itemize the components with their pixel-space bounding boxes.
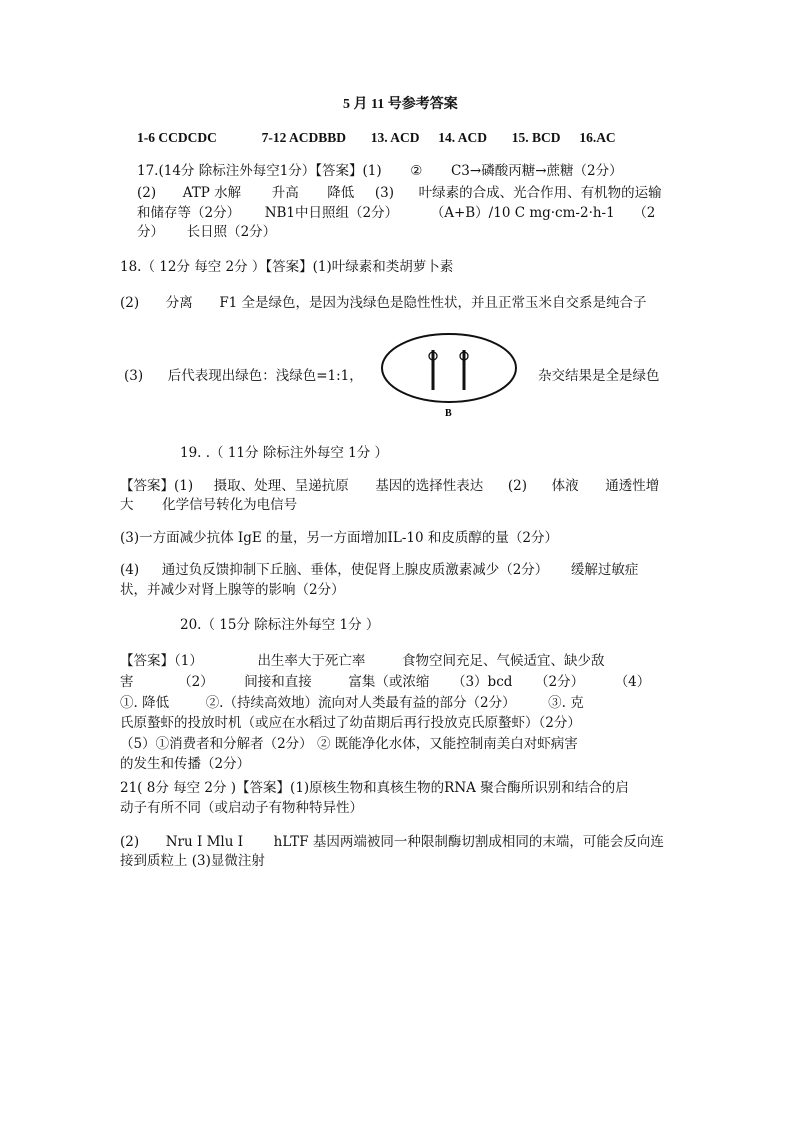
q20-text: 出生率大于死亡率 (257, 653, 366, 669)
q18-text: (3) (124, 368, 144, 384)
q17-text: 升高 (271, 185, 299, 201)
q19-text: 体液 (551, 478, 579, 494)
q19-text: 基因的选择性表达 (375, 478, 484, 494)
q21-text: (2) (120, 834, 140, 850)
q17-line4 (137, 222, 276, 242)
q19-line3: (3)一方面减少抗体 IgE 的量，另一方面增加IL-10 和皮质醇的量（2分） (120, 530, 558, 546)
q19-text: 化学信号转化为电信号 (162, 497, 298, 513)
q20-header: 20.（ 15分 除标注外每空 1分 ） (180, 617, 380, 633)
q18-text: (2) (120, 295, 140, 311)
q18-line1: 18.（ 12分 每空 2分 ）【答案】(1)叶绿素和类胡萝卜素 (120, 259, 454, 275)
q21-line2: 动子有所不同（或启动子有物种特异性） (120, 800, 363, 816)
q18-line3 (124, 366, 363, 386)
q19-text: 大 (120, 497, 134, 513)
mc-answers (137, 128, 616, 148)
q19-text: (4) (120, 562, 140, 578)
q17-line2 (137, 183, 662, 203)
q17-text: （2 (633, 205, 656, 221)
q21-line1: 21( 8分 每空 2分 )【答案】(1)原核生物和真核生物的RNA 聚合酶所识别和结合的启 (120, 780, 629, 796)
mc-15: 15. BCD (511, 130, 561, 145)
q20-line1 (120, 651, 605, 671)
q17-text: (3) (374, 185, 395, 201)
diagram-label: B (445, 408, 452, 419)
q20-text: ③. 克 (548, 695, 584, 711)
q19-line5: 状，并减少对肾上腺等的影响（2分） (120, 582, 345, 598)
q20-line2 (120, 672, 650, 692)
q20-line5: （5）①消费者和分解者（2分） ② 既能净化水体，又能控制南美白对虾病害 (120, 736, 578, 752)
q20-line4: 氏原螯虾的投放时机（或应在水稻过了幼苗期后再行投放克氏原螯虾）（2分） (120, 715, 581, 731)
q19-line4 (120, 560, 638, 580)
q20-line3 (120, 693, 584, 713)
q18-text: F1 全是绿色，是因为浅绿色是隐性性状，并且正常玉米自交系是纯合子 (219, 295, 647, 311)
q19-header: 19. .（ 11分 除标注外每空 1分 ） (180, 445, 388, 461)
q19-text: (2) (507, 478, 528, 494)
q17-text: 和储存等（2分） (137, 205, 241, 221)
q20-text: 害 (120, 674, 134, 690)
q20-text: （3）bcd (451, 674, 513, 690)
q19-line2 (120, 495, 297, 515)
q17-text: （A+B）/10 C mg·cm-2·h-1 (430, 205, 615, 221)
q20-text: 食物空间充足、气候适宜、缺少敌 (402, 653, 605, 669)
q18-line2 (120, 293, 647, 313)
q17-text: (2) (137, 185, 157, 201)
q17-text: 降低 (327, 185, 355, 201)
q18-text: 后代表现出绿色：浅绿色=1:1， (167, 368, 363, 384)
cell-outline (382, 334, 516, 402)
chromosome-diagram (380, 330, 530, 420)
q17-text: 长日照（2分） (186, 224, 277, 240)
q20-text: （4） (614, 674, 651, 690)
mc-7-12: 7-12 ACDBBD (261, 130, 347, 145)
q17-line3 (137, 203, 655, 223)
q17-text: 分） (137, 224, 164, 240)
q20-text: ①. 降低 (120, 695, 170, 711)
q21-text: hLTF 基因两端被同一种限制酶切割成相同的末端，可能会反向连 (273, 834, 664, 850)
q18-text: 分离 (165, 295, 193, 311)
q20-text: （2） (178, 674, 214, 690)
page-title: 5 月 11 号参考答案 (343, 97, 458, 112)
q20-text: 富集（或浓缩 (348, 674, 430, 690)
q21-text: Nru I Mlu I (165, 834, 244, 850)
q21-line3 (120, 832, 664, 852)
q19-text: 通透性增 (605, 478, 660, 494)
q20-text: 间接和直接 (244, 674, 312, 690)
mc-14: 14. ACD (438, 130, 488, 145)
q17-text: ② (410, 163, 423, 179)
q17-text: NB1中日照组（2分） (264, 205, 399, 221)
q17-text: C3→磷酸丙糖→蔗糖（2分） (450, 163, 623, 179)
q19-text: 缓解过敏症 (570, 562, 639, 578)
q17-text: 17.(14分 除标注外每空1分）【答案】(1) (137, 163, 382, 179)
q17-line1 (137, 161, 623, 181)
q18-line3-right: 杂交结果是全是绿色 (538, 368, 660, 384)
mc-13: 13. ACD (370, 130, 420, 145)
q19-line1 (120, 476, 659, 496)
q19-text: 【答案】(1) (120, 478, 194, 494)
q20-text: （2分） (535, 674, 585, 690)
q20-text: 【答案】（1） (120, 653, 203, 669)
q19-text: 通过负反馈抑制下丘脑、垂体，使促肾上腺皮质激素减少（2分） (161, 562, 549, 578)
mc-16: 16.AC (579, 130, 616, 145)
mc-1-6: 1-6 CCDCDC (137, 130, 217, 145)
q20-text: ②.（持续高效地）流向对人类最有益的部分（2分） (205, 695, 516, 711)
q20-line6: 的发生和传播（2分） (120, 756, 251, 772)
q17-text: ATP 水解 (182, 185, 242, 201)
q19-text: 摄取、处理、呈递抗原 (213, 478, 349, 494)
q21-line4: 接到质粒上 (3)显微注射 (120, 853, 265, 869)
q17-text: 叶绿素的合成、光合作用、有机物的运输 (418, 185, 662, 201)
